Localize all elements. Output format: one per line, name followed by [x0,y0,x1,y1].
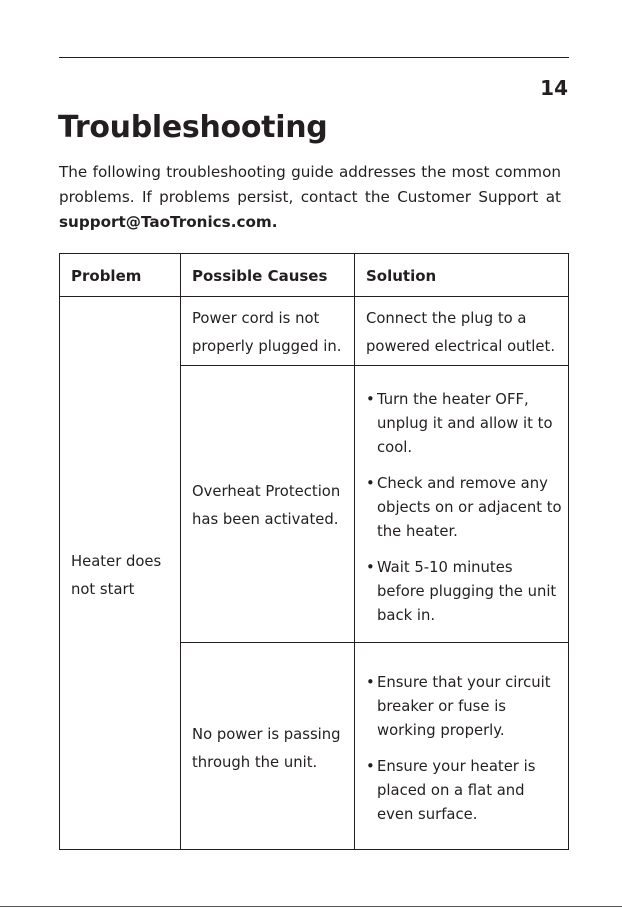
intro-text: The following troubleshooting guide addresses the most common problems. If problems persist, contact the Customer Support at [59,163,561,206]
list-item: • Turn the heater OFF, unplug it and allow it to cool. [366,388,562,460]
row-divider [180,365,568,366]
solution-list [366,388,562,640]
page-title: Troubleshooting [58,110,328,145]
page-number: 14 [540,76,568,100]
header-solution: Solution [366,267,437,285]
page-bottom-edge [0,906,622,907]
row-divider [180,642,568,643]
list-item: • Check and remove any objects on or adjacent to the heater. [366,472,562,544]
list-item: • Ensure your heater is placed on a flat and even surface. [366,755,552,827]
cause-text: Overheat Protection has been activated. [192,483,341,528]
header-possible-causes: Possible Causes [192,267,328,285]
solution-text: Connect the plug to a powered electrical outlet. [366,310,556,355]
support-email[interactable]: support@TaoTronics.com. [59,213,278,231]
header-rule [59,57,569,58]
list-item: • Wait 5-10 minutes before plugging the unit back in. [366,556,562,628]
header-row-divider [60,296,568,297]
cause-text: No power is passing through the unit. [192,726,341,771]
header-problem: Problem [71,267,142,285]
troubleshooting-table [59,253,569,850]
intro-paragraph [59,160,561,235]
list-item: • Ensure that your circuit breaker or fuse is working properly. [366,671,552,743]
column-divider [180,254,181,849]
problem-text: Heater does not start [71,553,162,598]
column-divider [354,254,355,849]
solution-list [366,671,552,839]
cause-text: Power cord is not properly plugged in. [192,310,342,355]
